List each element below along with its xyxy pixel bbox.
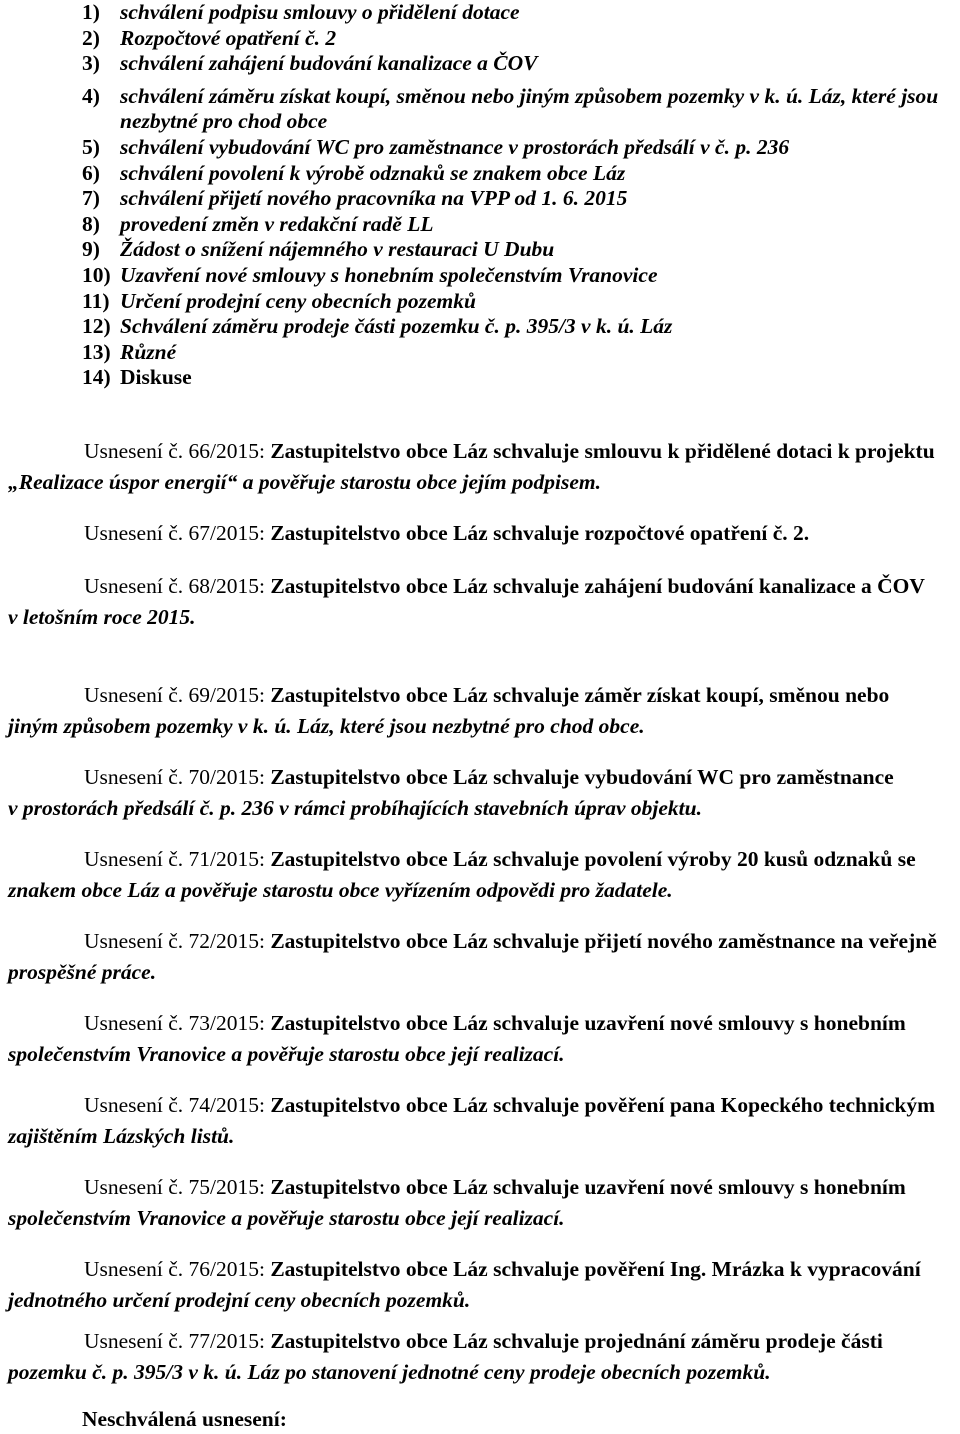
resolution-number: 71/2015: (188, 847, 265, 871)
resolution-continuation: společenstvím Vranovice a pověřuje starostu obce její realizací. (8, 1206, 565, 1230)
resolution-label: Usnesení č. (84, 439, 184, 463)
agenda-item (82, 186, 952, 212)
resolution-label: Usnesení č. (84, 1011, 184, 1035)
agenda-item (82, 340, 952, 366)
agenda-item (82, 51, 952, 77)
agenda-item-text: provedení změn v redakční radě LL (120, 211, 434, 236)
resolution-body: Zastupitelstvo obce Láz schvaluje smlouvu k přidělené dotaci k projektu (270, 439, 935, 463)
agenda-list (82, 0, 952, 391)
resolution-75 (8, 1172, 954, 1234)
resolution-71 (8, 844, 954, 906)
resolution-body: Zastupitelstvo obce Láz schvaluje uzavření nové smlouvy s honebním (270, 1175, 906, 1199)
agenda-item-number: 1) (82, 0, 100, 24)
resolution-body: Zastupitelstvo obce Láz schvaluje zahájení budování kanalizace a ČOV (270, 574, 925, 598)
resolution-66 (8, 436, 954, 498)
agenda-item-text: Různé (120, 339, 177, 364)
resolution-body: Zastupitelstvo obce Láz schvaluje povolení výroby 20 kusů odznaků se (270, 847, 916, 871)
resolution-label: Usnesení č. (84, 1175, 184, 1199)
resolution-number: 74/2015: (188, 1093, 265, 1117)
resolution-continuation: znakem obce Láz a pověřuje starostu obce vyřízením odpovědi pro žadatele. (8, 878, 673, 902)
resolution-continuation: jednotného určení prodejní ceny obecních pozemků. (8, 1288, 471, 1312)
resolution-73 (8, 1008, 954, 1070)
resolution-continuation: v prostorách předsálí č. p. 236 v rámci probíhajících stavebních úprav objektu. (8, 796, 702, 820)
resolution-label: Usnesení č. (84, 929, 184, 953)
agenda-item-text: Uzavření nové smlouvy s honebním společenstvím Vranovice (120, 262, 658, 287)
agenda-item (82, 314, 952, 340)
resolution-body: Zastupitelstvo obce Láz schvaluje rozpočtové opatření č. 2. (270, 521, 810, 545)
resolution-72 (8, 926, 954, 988)
agenda-item-text: schválení přijetí nového pracovníka na VPP od 1. 6. 2015 (120, 186, 628, 211)
resolution-number: 67/2015: (188, 521, 265, 545)
resolution-continuation: zajištěním Lázských listů. (8, 1124, 235, 1148)
agenda-item-number: 14) (82, 365, 111, 390)
resolution-label: Usnesení č. (84, 1257, 184, 1281)
agenda-item (82, 161, 952, 187)
resolution-body: Zastupitelstvo obce Láz schvaluje pověření pana Kopeckého technickým (270, 1093, 936, 1117)
resolution-70 (8, 762, 954, 824)
resolution-number: 72/2015: (188, 929, 265, 953)
resolution-continuation: v letošním roce 2015. (8, 605, 196, 629)
resolution-number: 66/2015: (188, 439, 265, 463)
resolution-body: Zastupitelstvo obce Láz schvaluje projednání záměru prodeje části (270, 1329, 883, 1353)
agenda-item (82, 212, 952, 238)
resolution-67 (8, 518, 954, 549)
resolution-label: Usnesení č. (84, 1093, 184, 1117)
resolution-body: Zastupitelstvo obce Láz schvaluje vybudování WC pro zaměstnance (270, 765, 894, 789)
agenda-item-text: Schválení záměru prodeje části pozemku č. p. 395/3 v k. ú. Láz (120, 314, 673, 339)
agenda-item-text: Určení prodejní ceny obecních pozemků (120, 288, 476, 313)
agenda-item (82, 135, 952, 161)
agenda-item (82, 84, 952, 135)
agenda-item-text: schválení povolení k výrobě odznaků se znakem obce Láz (120, 160, 626, 185)
resolution-74 (8, 1090, 954, 1152)
resolution-continuation: pozemku č. p. 395/3 v k. ú. Láz po stanovení jednotné ceny prodeje obecních pozemků. (8, 1360, 771, 1384)
agenda-item (82, 263, 952, 289)
agenda-item (82, 237, 952, 263)
agenda-item (82, 289, 952, 315)
resolution-label: Usnesení č. (84, 521, 184, 545)
resolution-continuation: jiným způsobem pozemky v k. ú. Láz, které jsou nezbytné pro chod obce. (8, 714, 645, 738)
resolution-continuation: společenstvím Vranovice a pověřuje starostu obce její realizací. (8, 1042, 565, 1066)
agenda-item-number: 7) (82, 186, 100, 211)
agenda-item-text: schválení podpisu smlouvy o přidělení dotace (120, 0, 520, 24)
agenda-item-number: 10) (82, 262, 111, 287)
resolution-69 (8, 680, 954, 742)
agenda-item (82, 0, 952, 26)
agenda-item-text: Žádost o snížení nájemného v restauraci U Dubu (120, 237, 555, 262)
agenda-item-number: 2) (82, 25, 100, 50)
resolution-label: Usnesení č. (84, 765, 184, 789)
agenda-item-number: 3) (82, 51, 100, 76)
resolution-68 (8, 571, 954, 633)
agenda-item-text: Diskuse (120, 365, 192, 390)
resolution-body: Zastupitelstvo obce Láz schvaluje pověření Ing. Mrázka k vypracování (270, 1257, 921, 1281)
resolution-body: Zastupitelstvo obce Láz schvaluje záměr získat koupí, směnou nebo (270, 683, 890, 707)
resolution-76 (8, 1254, 954, 1316)
agenda-item (82, 365, 952, 391)
resolution-number: 75/2015: (188, 1175, 265, 1199)
agenda-item-number: 11) (82, 288, 110, 313)
resolution-number: 70/2015: (188, 765, 265, 789)
resolution-number: 69/2015: (188, 683, 265, 707)
rejected-resolutions-heading: Neschválená usnesení: (82, 1407, 287, 1431)
resolution-body: Zastupitelstvo obce Láz schvaluje uzavření nové smlouvy s honebním (270, 1011, 906, 1035)
resolution-77 (8, 1326, 954, 1388)
resolution-number: 77/2015: (188, 1329, 265, 1353)
agenda-item (82, 26, 952, 52)
agenda-item-text: schválení vybudování WC pro zaměstnance v prostorách předsálí v č. p. 236 (120, 134, 790, 159)
resolution-continuation: „Realizace úspor energií“ a pověřuje starostu obce jejím podpisem. (8, 470, 602, 494)
agenda-item-text: schválení záměru získat koupí, směnou nebo jiným způsobem pozemky v k. ú. Láz, které jsou nezbytné pro chod obce (120, 83, 939, 134)
resolution-label: Usnesení č. (84, 683, 184, 707)
agenda-item-number: 6) (82, 160, 100, 185)
resolution-number: 68/2015: (188, 574, 265, 598)
agenda-item-number: 9) (82, 237, 100, 262)
resolution-number: 73/2015: (188, 1011, 265, 1035)
agenda-item-text: Rozpočtové opatření č. 2 (120, 25, 337, 50)
resolution-label: Usnesení č. (84, 847, 184, 871)
agenda-item-text: schválení zahájení budování kanalizace a ČOV (120, 51, 538, 76)
resolution-number: 76/2015: (188, 1257, 265, 1281)
agenda-item-number: 12) (82, 314, 111, 339)
resolution-label: Usnesení č. (84, 574, 184, 598)
agenda-item-number: 13) (82, 339, 111, 364)
resolution-continuation: prospěšné práce. (8, 960, 157, 984)
resolution-body: Zastupitelstvo obce Láz schvaluje přijetí nového zaměstnance na veřejně (270, 929, 937, 953)
agenda-item-number: 4) (82, 83, 100, 108)
agenda-item-number: 5) (82, 134, 100, 159)
agenda-item-number: 8) (82, 211, 100, 236)
resolution-label: Usnesení č. (84, 1329, 184, 1353)
